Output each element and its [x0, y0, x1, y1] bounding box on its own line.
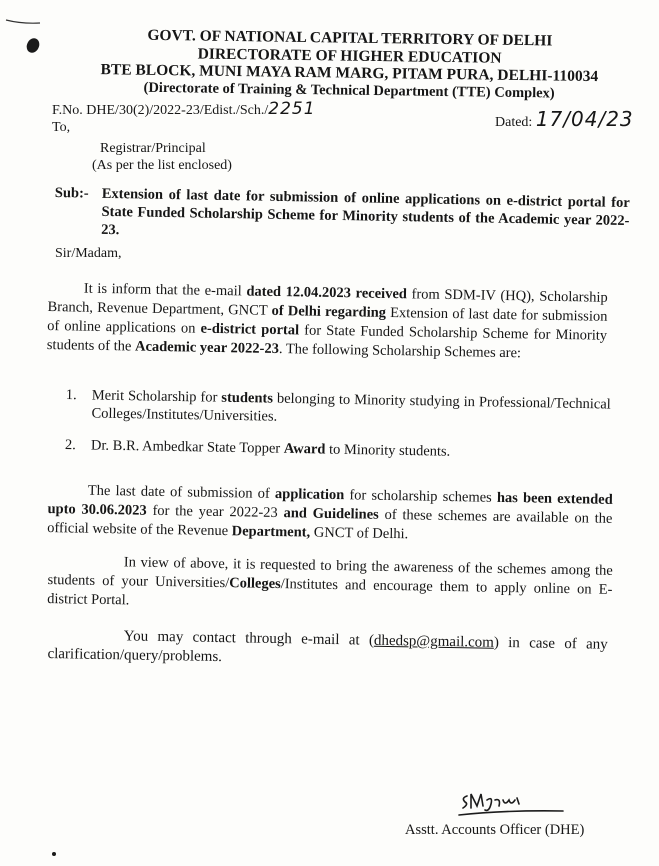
letterhead-govt: GOVT. OF NATIONAL CAPITAL TERRITORY OF DELHI — [147, 26, 553, 50]
officer-title: Asstt. Accounts Officer (DHE) — [405, 822, 585, 838]
scan-speck — [52, 852, 56, 856]
file-number-prefix: F.No. DHE/30(2)/2022-23/Edist./Sch./ — [52, 103, 269, 118]
contact-email-link[interactable]: dhedsp@gmail.com — [373, 632, 495, 651]
p2-bold: has been extended upto 30.06.2023 — [47, 489, 613, 519]
dated-handwritten: 17/04/23 — [535, 107, 634, 131]
p2-bold: Department, — [231, 523, 311, 541]
addressee-note: (As per the list enclosed) — [92, 158, 232, 173]
file-number-handwritten: 2251 — [268, 99, 316, 119]
paragraph-awareness — [47, 552, 613, 619]
p1-text: for State Funded Scholarship Scheme for Minority students of the — [46, 322, 608, 355]
p3-bold: Colleges — [229, 575, 281, 593]
p2-bold: and Guidelines — [283, 505, 379, 523]
p1-text: Extension of last date for submission of online applications on — [47, 304, 608, 337]
p4-text: You may contact through e-mail at ( — [123, 628, 375, 649]
p1-bold: dated 12.04.2023 received — [246, 283, 408, 303]
paragraph-contact — [47, 626, 608, 674]
scheme-text: Merit Scholarship for — [91, 387, 222, 406]
punch-hole-mark — [24, 36, 41, 55]
p3-text: /Institutes and encourage them to apply online on E-district Portal. — [47, 576, 613, 609]
letterhead-complex: (Directorate of Training & Technical Department (TTE) Complex) — [143, 79, 555, 101]
letterhead-address: BTE BLOCK, MUNI MAYA RAM MARG, PITAM PURA, DELHI-110034 — [100, 61, 599, 86]
scan-mark-line — [4, 16, 44, 26]
paragraph-deadline — [47, 481, 613, 548]
signature — [455, 788, 565, 818]
date-line — [495, 108, 634, 134]
scheme-item — [65, 436, 610, 464]
file-number — [52, 100, 316, 120]
scheme-list — [65, 386, 611, 477]
scheme-number: 1. — [65, 386, 77, 404]
addressee-title: Registrar/Principal — [100, 141, 206, 156]
p2-text: The last date of submission of — [87, 482, 276, 502]
p1-bold: of Delhi regarding — [271, 302, 387, 321]
p2-bold: application — [274, 485, 345, 504]
p1-text: It is inform that the e-mail — [83, 280, 247, 300]
subject-text: Extension of last date for submission of online applications on e-district portal for State Funded Scholarship Scheme for Minority students of the Academic year 2022-23. — [101, 185, 630, 239]
scheme-bold: Award — [283, 440, 326, 458]
dated-label: Dated: — [495, 115, 533, 130]
letterhead-directorate: DIRECTORATE OF HIGHER EDUCATION — [197, 45, 502, 67]
p1-bold: e-district portal — [200, 320, 300, 339]
scheme-text: belonging to Minority studying in Professional/Technical Colleges/Institutes/Universities. — [91, 390, 611, 425]
p2-text: for the year 2022-23 — [146, 502, 284, 522]
scheme-item — [65, 386, 611, 432]
to-label: To, — [52, 120, 71, 135]
p1-bold: Academic year 2022-23 — [134, 338, 280, 358]
scheme-bold: students — [221, 389, 274, 407]
p3-text: In view of above, it is requested to bring the awareness of the schemes among the students of your Universities/ — [47, 554, 613, 592]
p2-text: GNCT of Delhi. — [310, 524, 409, 543]
p1-text: from SDM-IV (HQ), Scholarship Branch, Revenue Department, GNCT — [47, 286, 608, 319]
scheme-number: 2. — [64, 436, 76, 454]
subject — [54, 184, 630, 248]
p1-text: . The following Scholarship Schemes are: — [278, 341, 522, 362]
p2-text: for scholarship schemes — [344, 487, 498, 506]
letterhead — [89, 26, 610, 103]
addressee — [92, 140, 232, 174]
salutation: Sir/Madam, — [55, 246, 122, 261]
scheme-text: to Minority students. — [325, 441, 451, 460]
scheme-text: Dr. B.R. Ambedkar State Topper — [90, 437, 284, 457]
subject-label: Sub:- — [54, 184, 89, 202]
p2-text: of these schemes are available on the official website of the Revenue — [47, 506, 613, 540]
paragraph-email-info — [47, 279, 608, 365]
p4-text: ) in case of any clarification/query/problems. — [47, 634, 608, 666]
